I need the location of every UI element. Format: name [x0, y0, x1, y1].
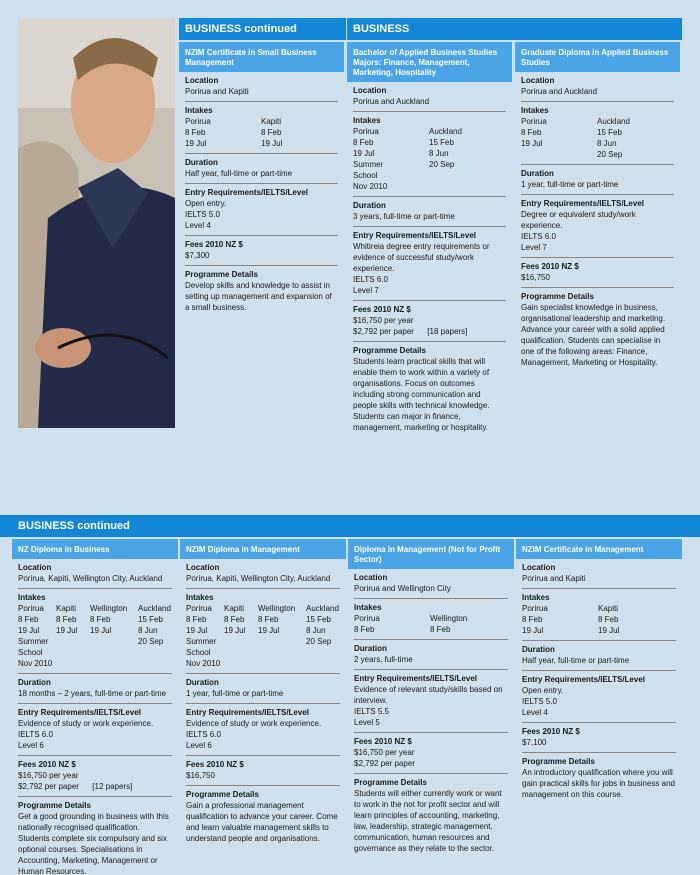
fees-note: [18 papers]	[427, 327, 468, 336]
duration-label: Duration	[521, 169, 554, 178]
duration-value: 2 years, full-time	[354, 655, 413, 664]
intake-cell: Wellington	[258, 604, 296, 613]
programme-column	[179, 42, 344, 313]
duration-label: Duration	[354, 644, 387, 653]
entry-line: Degree or equivalent study/work experience.	[521, 210, 636, 230]
intake-cell: 15 Feb	[597, 128, 622, 137]
intake-cell: 8 Feb	[18, 615, 39, 624]
entry-line: Level 5	[354, 718, 380, 727]
intake-cell: Nov 2010	[18, 659, 53, 668]
intake-cell: 20 Sep	[138, 637, 164, 646]
intake-cell: 8 Feb	[90, 615, 111, 624]
intake-cell: 8 Feb	[186, 615, 207, 624]
intake-cell: Porirua	[185, 117, 211, 126]
intakes-table	[522, 603, 676, 636]
programme-column	[348, 539, 514, 854]
location-label: Location	[354, 573, 388, 582]
fees-value: $2,792 per paper	[18, 782, 79, 791]
intake-cell: School	[186, 648, 211, 657]
intake-cell	[429, 181, 501, 192]
location-label: Location	[186, 563, 220, 572]
entry-line: Level 6	[186, 741, 212, 750]
intake-cell: Summer	[18, 637, 49, 646]
programme-title: NZ Diploma in Business	[12, 539, 178, 559]
intake-cell: 8 Jun	[597, 139, 617, 148]
intake-cell: 8 Feb	[598, 615, 619, 624]
duration-value: Half year, full-time or part-time	[522, 656, 630, 665]
intake-cell: Auckland	[138, 604, 171, 613]
intake-cell	[258, 658, 302, 669]
intake-cell: 20 Sep	[597, 150, 623, 159]
intake-cell: Auckland	[597, 117, 630, 126]
entry-label: Entry Requirements/IELTS/Level	[18, 708, 141, 717]
entry-label: Entry Requirements/IELTS/Level	[186, 708, 309, 717]
duration-label: Duration	[186, 678, 219, 687]
location-value: Porirua, Kapiti, Wellington City, Auckland	[186, 574, 331, 583]
intake-cell	[429, 170, 501, 181]
intake-cell: 8 Feb	[354, 625, 375, 634]
intake-cell: 8 Feb	[224, 615, 245, 624]
location-value: Porirua and Wellington City	[354, 584, 451, 593]
entry-line: Whitireia degree entry requirements or evidence of successful study/work experience.	[353, 242, 490, 273]
intake-cell	[138, 647, 176, 658]
entry-line: Evidence of study or work experience.	[186, 719, 322, 728]
details-value: Get a good grounding in business with this nationally recognised qualification. Students complete six compulsory and six optional courses. Specialisations in Accounting, Marketing, Management or Human Resources.	[18, 812, 169, 875]
location-value: Porirua and Kapiti	[522, 574, 586, 583]
intake-cell	[258, 636, 302, 647]
duration-label: Duration	[522, 645, 555, 654]
entry-line: IELTS 5.0	[185, 210, 220, 219]
duration-value: 1 year, full-time or part-time	[521, 180, 619, 189]
intakes-label: Intakes	[353, 116, 381, 125]
intake-cell: 19 Jul	[224, 626, 246, 635]
intake-cell: 8 Feb	[353, 138, 374, 147]
intake-cell	[56, 647, 86, 658]
fees-label: Fees 2010 NZ $	[18, 760, 76, 769]
intake-cell: Nov 2010	[186, 659, 221, 668]
intakes-label: Intakes	[18, 593, 46, 602]
fees-note: [12 papers]	[92, 782, 133, 791]
fees-line: $16,750 per year	[18, 771, 79, 780]
fees-line: $16,750	[186, 771, 215, 780]
details-label: Programme Details	[185, 270, 258, 279]
intake-cell	[90, 636, 134, 647]
entry-line: IELTS 5.5	[354, 707, 389, 716]
entry-label: Entry Requirements/IELTS/Level	[185, 188, 308, 197]
fees-label: Fees 2010 NZ $	[354, 737, 412, 746]
intake-cell: 8 Feb	[261, 128, 282, 137]
intake-cell: 19 Jul	[56, 626, 78, 635]
fees-value: $2,792 per paper	[353, 327, 414, 336]
location-value: Porirua and Auckland	[521, 87, 598, 96]
entry-line: Open entry.	[522, 686, 564, 695]
intake-cell: 8 Feb	[430, 625, 451, 634]
details-value: Gain a professional management qualification to advance your career. Come and learn valuable management skills to understand people and organisations.	[186, 801, 338, 843]
entry-line: IELTS 6.0	[521, 232, 556, 241]
location-label: Location	[185, 76, 219, 85]
intake-cell: 19 Jul	[18, 626, 40, 635]
intake-cell	[258, 647, 302, 658]
intake-cell: 8 Feb	[258, 615, 279, 624]
intake-cell: 19 Jul	[261, 139, 283, 148]
intake-cell: 8 Feb	[56, 615, 77, 624]
entry-line: Level 6	[18, 741, 44, 750]
intakes-table	[353, 126, 506, 192]
fees-label: Fees 2010 NZ $	[522, 727, 580, 736]
intake-cell: Wellington	[430, 614, 468, 623]
intake-cell: Porirua	[186, 604, 212, 613]
intakes-label: Intakes	[521, 106, 549, 115]
programme-title: Bachelor of Applied Business Studies Majors: Finance, Management, Marketing, Hospitality	[347, 42, 512, 82]
intake-cell: 8 Jun	[429, 149, 449, 158]
intake-cell: Porirua	[354, 614, 380, 623]
intake-cell	[90, 658, 134, 669]
fees-line: $7,300	[185, 251, 210, 260]
details-label: Programme Details	[521, 292, 594, 301]
intakes-label: Intakes	[354, 603, 382, 612]
intakes-table	[18, 603, 172, 669]
intake-cell: Auckland	[306, 604, 339, 613]
intake-cell	[56, 658, 86, 669]
intake-cell	[138, 658, 176, 669]
section-title-bottom: BUSINESS continued	[0, 515, 700, 537]
entry-line: Level 7	[521, 243, 547, 252]
entry-label: Entry Requirements/IELTS/Level	[522, 675, 645, 684]
programme-title: Graduate Diploma in Applied Business Studies	[515, 42, 680, 72]
entry-label: Entry Requirements/IELTS/Level	[353, 231, 476, 240]
fees-line: $7,100	[522, 738, 547, 747]
duration-value: 3 years, full-time or part-time	[353, 212, 455, 221]
intake-cell: 8 Feb	[521, 128, 542, 137]
fees-line	[353, 326, 506, 337]
intake-cell: 19 Jul	[185, 139, 207, 148]
intakes-label: Intakes	[186, 593, 214, 602]
entry-line: Evidence of study or work experience.	[18, 719, 154, 728]
location-label: Location	[521, 76, 555, 85]
intake-cell: 19 Jul	[522, 626, 544, 635]
intake-cell: 15 Feb	[429, 138, 454, 147]
intake-cell: Kapiti	[261, 117, 282, 126]
entry-line: IELTS 6.0	[186, 730, 221, 739]
details-value: Develop skills and knowledge to assist in setting up management and expansion of a small business.	[185, 281, 332, 312]
intake-cell	[224, 647, 254, 658]
intakes-table	[354, 613, 508, 635]
intake-cell: School	[18, 648, 43, 657]
fees-label: Fees 2010 NZ $	[521, 262, 579, 271]
intake-cell: 19 Jul	[90, 626, 112, 635]
entry-line: IELTS 5.0	[522, 697, 557, 706]
fees-line: $2,792 per paper	[354, 759, 415, 768]
intakes-label: Intakes	[185, 106, 213, 115]
intake-cell: 15 Feb	[138, 615, 163, 624]
entry-line: IELTS 6.0	[18, 730, 53, 739]
intake-cell: Auckland	[429, 127, 462, 136]
intake-cell: Nov 2010	[353, 182, 388, 191]
intake-cell	[90, 647, 134, 658]
programme-title: NZIM Certificate in Management	[516, 539, 682, 559]
programme-column	[12, 539, 178, 875]
intake-cell: Summer	[186, 637, 217, 646]
section-title-left: BUSINESS continued	[179, 18, 346, 40]
details-value: Gain specialist knowledge in business, organisational leadership and marketing. Advance your career with a solid applied qualification. Students can specialise in one of the following areas: Finance, Management, Marketing or Hospitality.	[521, 303, 666, 367]
intake-cell	[306, 658, 344, 669]
fees-label: Fees 2010 NZ $	[353, 305, 411, 314]
details-value: Students will either currently work or want to work in the not for profit sector and will learn principles of accounting, marketing, law, leadership, strategic management, communication, human resources and governance as they relate to the sector.	[354, 789, 502, 853]
duration-value: 18 months – 2 years, full-time or part-time	[18, 689, 167, 698]
intakes-label: Intakes	[522, 593, 550, 602]
location-label: Location	[522, 563, 556, 572]
intake-cell: 20 Sep	[306, 637, 332, 646]
section-title-right: BUSINESS	[347, 18, 682, 40]
duration-label: Duration	[18, 678, 51, 687]
fees-line: $16,750 per year	[353, 316, 414, 325]
fees-line: $16,750	[521, 273, 550, 282]
intake-cell: Kapiti	[598, 604, 619, 613]
intake-cell: Kapiti	[224, 604, 245, 613]
programme-title: Diploma in Management (Not for Profit Sector)	[348, 539, 514, 569]
entry-line: Level 4	[522, 708, 548, 717]
intake-cell	[224, 636, 254, 647]
entry-line: IELTS 6.0	[353, 275, 388, 284]
details-label: Programme Details	[354, 778, 427, 787]
intake-cell: Porirua	[522, 604, 548, 613]
intake-cell: 8 Feb	[522, 615, 543, 624]
entry-label: Entry Requirements/IELTS/Level	[354, 674, 477, 683]
details-label: Programme Details	[186, 790, 259, 799]
intake-cell: 19 Jul	[353, 149, 375, 158]
intake-cell: 19 Jul	[598, 626, 620, 635]
entry-label: Entry Requirements/IELTS/Level	[521, 199, 644, 208]
duration-value: Half year, full-time or part-time	[185, 169, 293, 178]
intake-cell: 8 Feb	[185, 128, 206, 137]
location-value: Porirua, Kapiti, Wellington City, Auckland	[18, 574, 163, 583]
details-value: Students learn practical skills that will enable them to work within a variety of organisations. Focus on outcomes including strong communication and people skills with technical knowledge. Students can major in finance, management, marketing or hospitality.	[353, 357, 490, 432]
programme-column	[180, 539, 346, 844]
intake-cell: Porirua	[18, 604, 44, 613]
programme-column	[516, 539, 682, 800]
fees-label: Fees 2010 NZ $	[186, 760, 244, 769]
intake-cell: 15 Feb	[306, 615, 331, 624]
intake-cell: 8 Jun	[138, 626, 158, 635]
intake-cell: 19 Jul	[258, 626, 280, 635]
intake-cell: Kapiti	[56, 604, 77, 613]
entry-line: Level 4	[185, 221, 211, 230]
intake-cell: Porirua	[521, 117, 547, 126]
programme-title: NZIM Diploma in Management	[180, 539, 346, 559]
entry-line: Level 7	[353, 286, 379, 295]
programme-column	[347, 42, 512, 433]
intake-cell	[224, 658, 254, 669]
intake-cell: 19 Jul	[186, 626, 208, 635]
details-label: Programme Details	[353, 346, 426, 355]
intakes-table	[185, 116, 338, 149]
fees-label: Fees 2010 NZ $	[185, 240, 243, 249]
entry-line: Evidence of relevant study/skills based on interview.	[354, 685, 503, 705]
intakes-table	[186, 603, 340, 669]
intake-cell: Porirua	[353, 127, 379, 136]
details-label: Programme Details	[522, 757, 595, 766]
programme-title: NZIM Certificate in Small Business Management	[179, 42, 344, 72]
entry-line: Open entry.	[185, 199, 227, 208]
fees-line	[18, 781, 172, 792]
intake-cell: Summer	[353, 160, 384, 169]
details-value: An introductory qualification where you will gain practical skills for jobs in business and management on this course.	[522, 768, 675, 799]
duration-value: 1 year, full-time or part-time	[186, 689, 284, 698]
student-photo	[18, 18, 175, 428]
location-value: Porirua and Auckland	[353, 97, 430, 106]
intake-cell: School	[353, 171, 378, 180]
fees-line: $16,750 per year	[354, 748, 415, 757]
location-label: Location	[353, 86, 387, 95]
intake-cell	[56, 636, 86, 647]
intakes-table	[521, 116, 674, 160]
intake-cell	[306, 647, 344, 658]
duration-label: Duration	[353, 201, 386, 210]
duration-label: Duration	[185, 158, 218, 167]
details-label: Programme Details	[18, 801, 91, 810]
intake-cell: 8 Jun	[306, 626, 326, 635]
intake-cell: Wellington	[90, 604, 128, 613]
intake-cell: 19 Jul	[521, 139, 543, 148]
programme-column	[515, 42, 680, 368]
intake-cell	[521, 149, 593, 160]
intake-cell: 20 Sep	[429, 160, 455, 169]
location-value: Porirua and Kapiti	[185, 87, 249, 96]
location-label: Location	[18, 563, 52, 572]
